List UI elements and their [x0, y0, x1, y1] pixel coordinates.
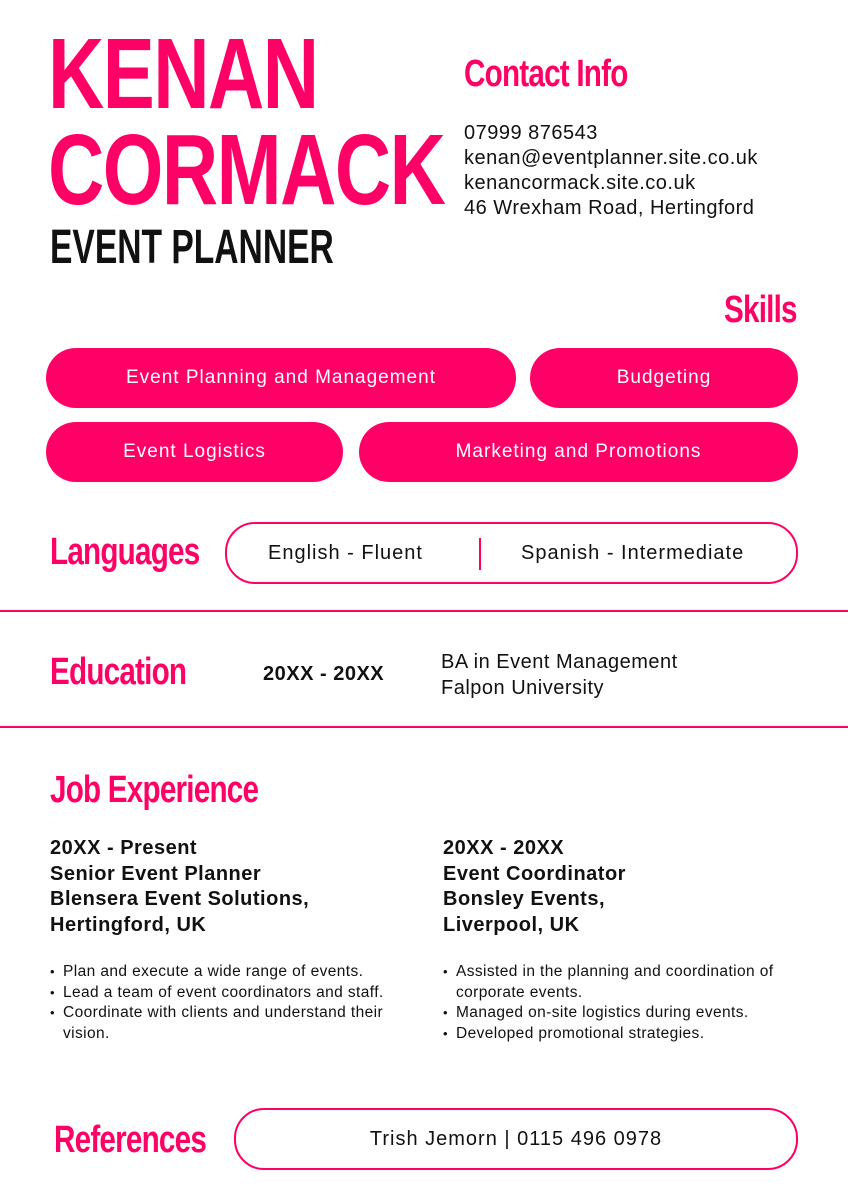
- language-item: English - Fluent: [268, 542, 423, 564]
- job-bullet: • Managed on-site logistics during events.: [443, 1003, 813, 1024]
- contact-heading: Contact Info: [464, 53, 628, 95]
- languages-heading-wrap: [50, 530, 242, 574]
- references-heading-wrap: [54, 1118, 249, 1162]
- divider-top: [0, 610, 848, 612]
- skills-heading: Skills: [724, 289, 797, 331]
- job-role: Event Coordinator: [443, 862, 626, 885]
- skill-pill: Event Planning and Management: [46, 348, 516, 408]
- skill-pill: Event Logistics: [46, 422, 343, 482]
- language-item: Spanish - Intermediate: [521, 542, 745, 564]
- contact-email: kenan@eventplanner.site.co.uk: [464, 147, 758, 169]
- job-entry: [50, 836, 420, 1044]
- job-location: Liverpool, UK: [443, 913, 580, 936]
- contact-heading-wrap: [464, 52, 674, 96]
- contact-details: [464, 121, 758, 221]
- job-company: Blensera Event Solutions,: [50, 888, 310, 910]
- contact-website: kenancormack.site.co.uk: [464, 172, 696, 194]
- education-details: [441, 649, 678, 701]
- education-heading-wrap: [50, 650, 225, 694]
- references-heading: References: [54, 1119, 207, 1161]
- first-name: KENAN: [48, 18, 318, 130]
- skill-pill: Budgeting: [530, 348, 798, 408]
- languages-heading: Languages: [50, 531, 200, 573]
- job-period: 20XX - Present: [50, 837, 198, 859]
- job-bullet: • Lead a team of event coordinators and staff.: [50, 983, 420, 1004]
- references-box: [234, 1108, 798, 1170]
- job-company: Bonsley Events,: [443, 888, 606, 910]
- education-years: 20XX - 20XX: [263, 663, 385, 685]
- job-bullet: • Coordinate with clients and understand their vision.: [50, 1003, 420, 1044]
- job-title: EVENT PLANNER: [50, 221, 334, 274]
- reference-entry: Trish Jemorn | 0115 496 0978: [369, 1127, 663, 1150]
- languages-box: [225, 522, 798, 584]
- job-role: Senior Event Planner: [50, 862, 262, 885]
- education-school: Falpon University: [441, 677, 605, 699]
- job-bullets: [50, 962, 420, 1044]
- experience-heading: Job Experience: [50, 769, 259, 811]
- skill-pill: Marketing and Promotions: [359, 422, 798, 482]
- language-divider: [479, 538, 481, 570]
- name-block: [48, 18, 394, 130]
- contact-address: 46 Wrexham Road, Hertingford: [464, 197, 755, 219]
- job-bullet: • Plan and execute a wide range of events.: [50, 962, 420, 983]
- education-degree: BA in Event Management: [441, 651, 678, 673]
- last-name: CORMACK: [48, 114, 445, 226]
- divider-bottom: [0, 726, 848, 728]
- job-period: 20XX - 20XX: [443, 837, 565, 859]
- job-bullet: • Assisted in the planning and coordination of corporate events.: [443, 962, 813, 1003]
- education-heading: Education: [50, 651, 187, 693]
- job-bullets: [443, 962, 813, 1044]
- job-bullet: • Developed promotional strategies.: [443, 1024, 813, 1045]
- contact-phone: 07999 876543: [464, 122, 598, 144]
- job-entry: [443, 836, 813, 1044]
- skills-heading-wrap: [724, 288, 817, 332]
- job-location: Hertingford, UK: [50, 913, 207, 936]
- experience-heading-wrap: [50, 768, 317, 812]
